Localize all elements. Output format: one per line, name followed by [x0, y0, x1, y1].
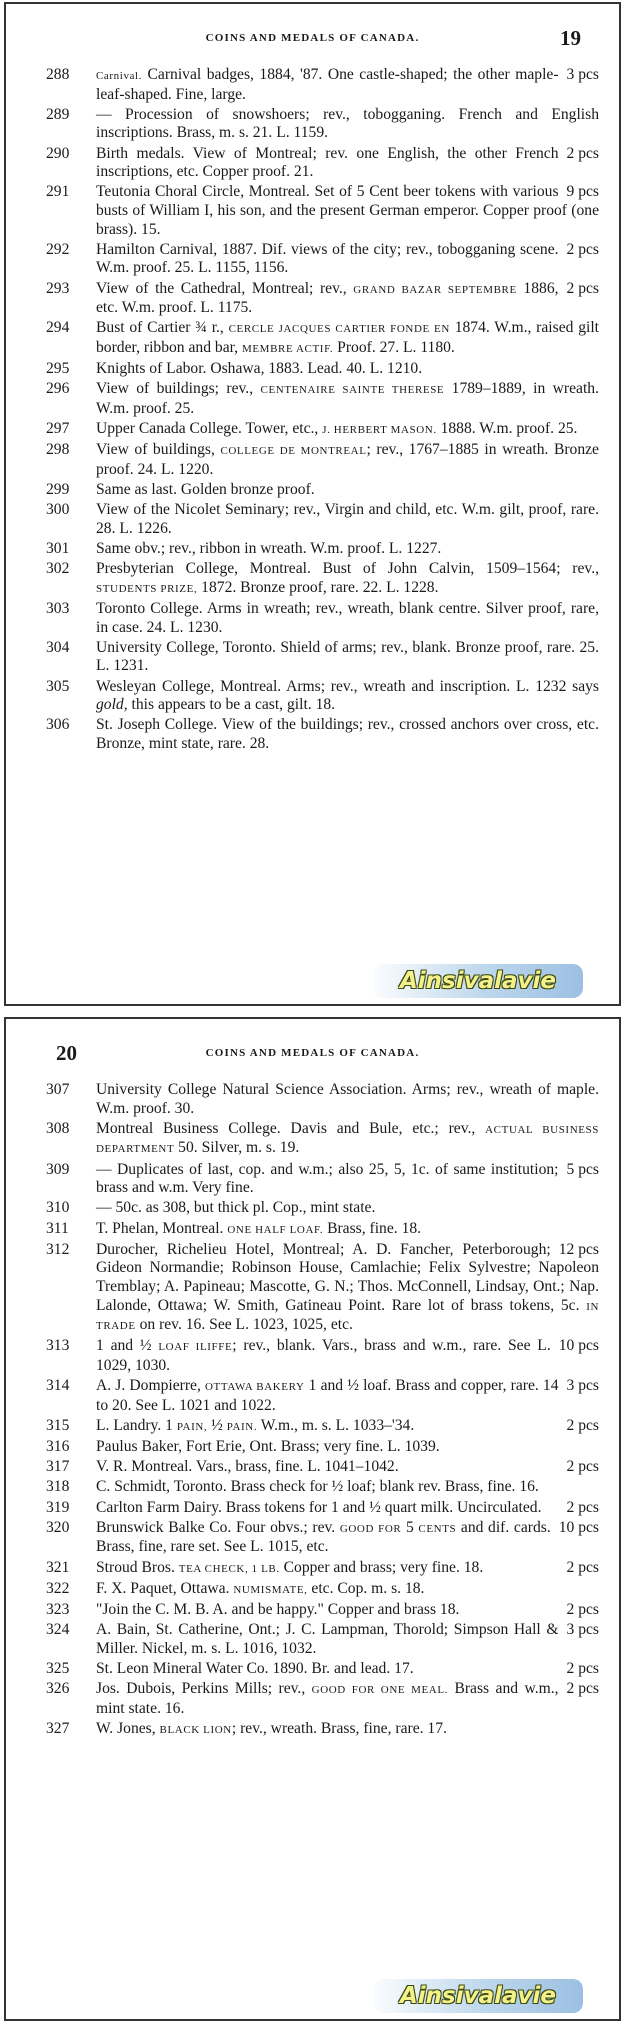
lot-number: 322 [46, 1579, 70, 1597]
page-number: 19 [560, 26, 581, 50]
entry-text: Birth medals. View of Montreal; rev. one English, the other French inscriptions, etc. Copper proof. 21. [96, 144, 559, 181]
entry-text: View of the Cathedral, Montreal; rev., [96, 279, 354, 297]
entry-text: Stroud Bros. [96, 1558, 179, 1576]
entry-text: Same as last. Golden bronze proof. [96, 481, 315, 498]
entry-text: 1886, etc. W.m. proof. L. 1175. [96, 279, 559, 317]
entry-text: Montreal Business College. Davis and Bule, etc.; rev., [96, 1119, 486, 1137]
entry-text: L. Landry. 1 [96, 1416, 177, 1434]
entry-text: W. Jones, [96, 1719, 160, 1737]
lot-number: 294 [46, 319, 70, 337]
piece-count: 10 pcs [558, 1337, 599, 1355]
lot-number: 289 [46, 105, 70, 123]
lot-number: 323 [46, 1600, 70, 1618]
catalogue-entry [46, 540, 599, 559]
lot-number: 324 [46, 1621, 70, 1639]
piece-count: 3 pcs [566, 1621, 599, 1639]
catalogue-entry [46, 441, 599, 479]
entry-text: ; rev., 1767–1885 in wreath. Bronze proof. 24. L. 1220. [96, 441, 599, 478]
small-caps-inscription: MEMBRE ACTIF. [241, 342, 334, 355]
running-title: COINS AND MEDALS OF CANADA. [205, 32, 420, 44]
catalogue-entry [46, 1499, 599, 1518]
entry-text: T. Phelan, Montreal. [96, 1219, 228, 1237]
catalogue-entry [46, 1081, 599, 1118]
entry-text: ; rev., blank. Vars., brass and w.m., rare. See L. 1029, 1030. [96, 1337, 551, 1374]
entry-text: Carnival badges, 1884, '87. One castle-shaped; the other maple-leaf-shaped. Fine, large. [96, 66, 559, 103]
catalogue-entry [46, 481, 599, 500]
lot-number: 312 [46, 1240, 70, 1258]
catalogue-entry [46, 1601, 599, 1620]
entry-text: Brunswick Balke Co. Four obvs.; rev. [96, 1518, 340, 1536]
lot-number: 320 [46, 1518, 70, 1536]
catalogue-entry [46, 1580, 599, 1600]
small-caps-inscription: GRAND BAZAR SEPTEMBRE [353, 283, 517, 296]
lot-number: 299 [46, 481, 70, 498]
lot-number: 300 [46, 501, 70, 519]
entry-text: — Procession of snowshoers; rev., tobogganing. French and English inscriptions. Brass, m. s. 21. L. 1159. [96, 105, 599, 142]
catalogue-page-19 [4, 2, 621, 1006]
catalogue-entry [46, 183, 599, 239]
entry-list [46, 66, 599, 755]
entry-text: ½ [207, 1416, 227, 1434]
piece-count: 2 pcs [566, 1458, 599, 1476]
lot-number: 327 [46, 1719, 70, 1737]
entry-text: A. J. Dompierre, [96, 1377, 206, 1395]
entry-text: Knights of Labor. Oshawa, 1883. Lead. 40. L. 1210. [96, 360, 423, 378]
page-number: 20 [56, 1041, 77, 1065]
entry-text: University College, Toronto. Shield of arms; rev., blank. Bronze proof, rare. 25. L. 1231. [96, 638, 599, 675]
entry-text: St. Leon Mineral Water Co. 1890. Br. and lead. 17. [96, 1659, 414, 1677]
entry-text: 1874. W.m., raised gilt border, ribbon and bar, [96, 319, 599, 356]
catalogue-entry [46, 1621, 599, 1658]
catalogue-entry [46, 1220, 599, 1240]
lot-number: 321 [46, 1558, 70, 1576]
watermark-logo: Ainsivalavie [373, 1979, 583, 2013]
running-title: COINS AND MEDALS OF CANADA. [205, 1047, 420, 1059]
entry-text: Paulus Baker, Fort Erie, Ont. Brass; very fine. L. 1039. [96, 1438, 440, 1456]
lot-number: 297 [46, 420, 70, 438]
lot-number: 301 [46, 539, 70, 557]
piece-count: 3 pcs [566, 1377, 599, 1395]
entry-text: University College Natural Science Association. Arms; rev., wreath of maple. W.m. proof. 30. [96, 1081, 599, 1117]
catalogue-entry [46, 1417, 599, 1437]
piece-count: 2 pcs [566, 279, 599, 297]
entry-text: Bust of Cartier ¾ r., [96, 319, 229, 337]
lot-number: 318 [46, 1478, 70, 1496]
lot-number: 288 [46, 66, 70, 83]
catalogue-entry [46, 1377, 599, 1415]
catalogue-entry [46, 319, 599, 358]
catalogue-entry [46, 1660, 599, 1679]
entry-text: 1789–1889, in wreath. W.m. proof. 25. [96, 380, 599, 417]
entry-text: F. X. Paquet, Ottawa. [96, 1579, 234, 1597]
lot-number: 309 [46, 1160, 70, 1178]
lot-number: 303 [46, 599, 70, 617]
lot-number: 315 [46, 1416, 70, 1434]
entry-text: ; rev., wreath. Brass, fine, rare. 17. [231, 1719, 447, 1737]
lot-number: 296 [46, 380, 70, 398]
entry-text: and dif. cards. Brass, fine, rare set. See L. 1015, etc. [96, 1518, 551, 1556]
page-header [44, 1041, 581, 1065]
entry-text: 1888. W.m. proof. 25. [436, 420, 578, 438]
page-header [44, 26, 581, 50]
small-caps-inscription: GOOD FOR [339, 1522, 402, 1535]
piece-count: 2 pcs [566, 240, 599, 258]
catalogue-entry [46, 1120, 599, 1159]
entry-text: C. Schmidt, Toronto. Brass check for ½ loaf; blank rev. Brass, fine. 16. [96, 1478, 539, 1496]
entry-text: View of buildings, [96, 441, 221, 459]
catalogue-entry [46, 678, 599, 715]
entry-text: "Join the C. M. B. A. and be happy." Copper and brass 18. [96, 1600, 460, 1618]
catalogue-entry [46, 1199, 599, 1218]
entry-text: View of the Nicolet Seminary; rev., Virgin and child, etc. W.m. gilt, proof, rare. 28. L. 1226. [96, 501, 599, 537]
piece-count: 5 pcs [566, 1160, 599, 1178]
lot-number: 317 [46, 1458, 70, 1476]
entry-text: Upper Canada College. Tower, etc., [96, 420, 323, 438]
piece-count: 2 pcs [566, 1600, 599, 1618]
small-caps-inscription: GOOD FOR ONE MEAL. [311, 1684, 449, 1697]
lot-number: 326 [46, 1680, 70, 1698]
small-caps-inscription: COLLEGE DE MONTREAL [220, 445, 367, 458]
lot-number: 308 [46, 1119, 70, 1137]
piece-count: 2 pcs [566, 1558, 599, 1576]
small-caps-inscription: J. HERBERT MASON. [322, 424, 437, 437]
catalogue-entry [46, 145, 599, 182]
lot-number: 304 [46, 638, 70, 656]
catalogue-entry [46, 560, 599, 598]
small-caps-inscription: CERCLE JACQUES CARTIER FONDE EN [228, 323, 450, 336]
entry-text: W.m., m. s. L. 1033–'34. [257, 1416, 415, 1434]
piece-count: 12 pcs [558, 1240, 599, 1258]
entry-text: V. R. Montreal. Vars., brass, fine. L. 1041–1042. [96, 1458, 399, 1476]
entry-text: on rev. 16. See L. 1023, 1025, etc. [135, 1316, 353, 1334]
catalogue-entry [46, 106, 599, 143]
piece-count: 2 pcs [566, 1659, 599, 1677]
catalogue-entry [46, 600, 599, 637]
small-caps-inscription: STUDENTS PRIZE, [96, 582, 198, 595]
entry-text: Jos. Dubois, Perkins Mills; rev., [96, 1680, 312, 1698]
catalogue-entry [46, 380, 599, 418]
entry-text: Durocher, Richelieu Hotel, Montreal; A. D. Fancher, Peterborough; Gideon Normandie; Robinson House, Camlachie; Felix Sylvestre; Napoleon Tremblay; A. Papineau; Mascotte, G. N.; Thos. McConnell, Lindsay, Ont.; Nap. Lalonde, Ottawa; W. Smith, Gatineau Point. Rare lot of brass tokens, 5c. [96, 1240, 599, 1314]
small-caps-inscription: LOAF ILIFFE [158, 1341, 233, 1354]
catalogue-page-20 [4, 1017, 621, 2021]
entry-text: Copper and brass; very fine. 18. [279, 1558, 484, 1576]
entry-text: 1872. Bronze proof, rare. 22. L. 1228. [197, 578, 439, 596]
lot-number: 307 [46, 1081, 70, 1098]
catalogue-entry [46, 280, 599, 318]
small-caps-inscription: NUMISMATE, [233, 1583, 308, 1596]
lot-number: 313 [46, 1337, 70, 1355]
lot-number: 292 [46, 240, 70, 258]
entry-text: Carlton Farm Dairy. Brass tokens for 1 and ½ quart milk. Uncirculated. [96, 1498, 542, 1516]
catalogue-entry [46, 360, 599, 379]
entry-text: Wesleyan College, Montreal. Arms; rev., wreath and inscription. L. 1232 says [96, 677, 599, 695]
entry-text: — 50c. as 308, but thick pl. Cop., mint state. [96, 1199, 376, 1217]
catalogue-entry [46, 420, 599, 440]
entry-text: Toronto College. Arms in wreath; rev., wreath, blank centre. Silver proof, rare, in case. 24. L. 1230. [96, 599, 599, 636]
lot-number: 314 [46, 1377, 70, 1395]
entry-text: Proof. 27. L. 1180. [333, 338, 455, 356]
entry-text: — Duplicates of last, cop. and w.m.; also 25, 5, 1c. of same institution; brass and w.m. Very fine. [96, 1160, 559, 1197]
lot-number: 291 [46, 183, 70, 201]
small-caps-inscription: PAIN. [226, 1420, 258, 1433]
small-caps-inscription: Carnival. [96, 70, 143, 82]
entry-text: Teutonia Choral Circle, Montreal. Set of 5 Cent beer tokens with various busts of William I, his son, and the present German emperor. Copper proof (one brass). 15. [96, 183, 599, 238]
small-caps-inscription: ACTUAL BUSINESS DEPARTMENT [96, 1123, 599, 1156]
entry-text: 1 and ½ [96, 1337, 159, 1355]
catalogue-entry [46, 1337, 599, 1375]
catalogue-entry [46, 1438, 599, 1457]
entry-text: View of buildings; rev., [96, 380, 261, 398]
catalogue-entry [46, 1241, 599, 1336]
entry-list [46, 1081, 599, 1741]
piece-count: 3 pcs [566, 66, 599, 83]
small-caps-inscription: BLACK LION [159, 1723, 232, 1736]
entry-text: etc. Cop. m. s. 18. [307, 1579, 425, 1597]
catalogue-entry [46, 501, 599, 538]
piece-count: 2 pcs [566, 144, 599, 162]
small-caps-inscription: CENTENAIRE SAINTE THERESE [260, 384, 445, 397]
italic-text: gold [96, 696, 124, 714]
entry-text: St. Joseph College. View of the buildings; rev., crossed anchors over cross, etc. Bronze, mint state, rare. 28. [96, 716, 599, 752]
piece-count: 2 pcs [566, 1416, 599, 1434]
entry-text: , this appears to be a cast, gilt. 18. [123, 696, 336, 714]
lot-number: 316 [46, 1438, 70, 1456]
piece-count: 9 pcs [566, 183, 599, 201]
catalogue-entry [46, 639, 599, 676]
small-caps-inscription: ONE HALF LOAF. [227, 1223, 324, 1236]
lot-number: 293 [46, 279, 70, 297]
lot-number: 325 [46, 1659, 70, 1677]
lot-number: 311 [46, 1219, 69, 1237]
catalogue-entry [46, 1458, 599, 1477]
small-caps-inscription: PAIN, [176, 1420, 208, 1433]
catalogue-entry [46, 66, 599, 104]
entry-text: Hamilton Carnival, 1887. Dif. views of the city; rev., tobogganing scene. W.m. proof. 25. L. 1155, 1156. [96, 240, 559, 277]
entry-text: Brass, fine. 18. [323, 1219, 422, 1237]
catalogue-entry [46, 241, 599, 278]
small-caps-inscription: TEA CHECK, 1 LB. [178, 1562, 280, 1575]
lot-number: 305 [46, 677, 70, 695]
entry-text: 5 [401, 1518, 419, 1536]
catalogue-entry [46, 1519, 599, 1557]
page-separator [0, 1006, 625, 1017]
lot-number: 319 [46, 1498, 70, 1516]
entry-text: Presbyterian College, Montreal. Bust of John Calvin, 1509–1564; rev., [96, 560, 599, 578]
lot-number: 298 [46, 441, 70, 459]
lot-number: 310 [46, 1199, 70, 1217]
watermark-logo: Ainsivalavie [373, 964, 583, 998]
catalogue-entry [46, 716, 599, 753]
piece-count: 10 pcs [558, 1518, 599, 1536]
catalogue-entry [46, 1161, 599, 1198]
lot-number: 295 [46, 360, 70, 378]
entry-text: Brass and w.m., mint state. 16. [96, 1680, 559, 1717]
small-caps-inscription: OTTAWA BAKERY [205, 1381, 305, 1394]
piece-count: 2 pcs [566, 1680, 599, 1698]
catalogue-entry [46, 1680, 599, 1718]
small-caps-inscription: CENTS [418, 1522, 457, 1535]
lot-number: 290 [46, 144, 70, 162]
lot-number: 306 [46, 716, 70, 734]
catalogue-entry [46, 1478, 599, 1497]
catalogue-entry [46, 1720, 599, 1740]
entry-text: 50. Silver, m. s. 19. [174, 1139, 300, 1157]
piece-count: 2 pcs [566, 1498, 599, 1516]
entry-text: Same obv.; rev., ribbon in wreath. W.m. proof. L. 1227. [96, 539, 442, 557]
entry-text: 1 and ½ loaf. Brass and copper, rare. 14 to 20. See L. 1021 and 1022. [96, 1377, 559, 1414]
small-caps-inscription: IN TRADE [96, 1300, 599, 1333]
catalogue-entry [46, 1559, 599, 1579]
entry-text: A. Bain, St. Catherine, Ont.; J. C. Lampman, Thorold; Simpson Hall & Miller. Nickel, m. s. L. 1016, 1032. [96, 1621, 559, 1657]
lot-number: 302 [46, 560, 70, 578]
